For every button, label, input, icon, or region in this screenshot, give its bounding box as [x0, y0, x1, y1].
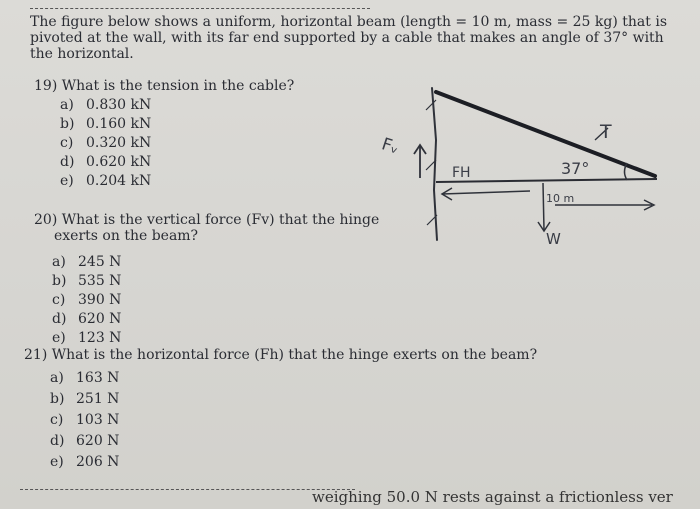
- option-value: 0.320 kN: [86, 135, 152, 151]
- question-20-line-1: 20) What is the vertical force (Fv) that the hinge: [34, 212, 380, 228]
- option-letter: a): [50, 370, 64, 386]
- length-label: 10 m: [546, 192, 575, 205]
- option-letter: d): [52, 311, 67, 327]
- option-value: 0.830 kN: [86, 97, 152, 113]
- option-letter: e): [50, 454, 64, 470]
- option-letter: b): [50, 391, 65, 407]
- option-value: 0.160 kN: [86, 116, 152, 132]
- option-letter: a): [52, 254, 66, 270]
- fv-label: Fᵥ: [379, 134, 402, 159]
- option-letter: c): [50, 412, 64, 428]
- option-letter: e): [60, 173, 74, 189]
- weight-arrow: [543, 183, 544, 230]
- option-letter: a): [60, 97, 74, 113]
- option-value: 251 N: [76, 391, 120, 407]
- option-value: 123 N: [78, 330, 122, 346]
- fh-label: FH: [452, 165, 471, 181]
- question-21: 21) What is the horizontal force (Fh) that the hinge exerts on the beam?: [24, 347, 538, 363]
- question-20-line-2: exerts on the beam?: [54, 228, 199, 244]
- option-value: 0.204 kN: [86, 173, 152, 189]
- option-value: 163 N: [76, 370, 120, 386]
- option-letter: b): [60, 116, 75, 132]
- option-letter: d): [50, 433, 65, 449]
- fh-arrow: [442, 191, 530, 194]
- option-value: 0.620 kN: [86, 154, 152, 170]
- option-value: 620 N: [76, 433, 120, 449]
- option-value: 620 N: [78, 311, 122, 327]
- option-value: 103 N: [76, 412, 120, 428]
- option-value: 245 N: [78, 254, 122, 270]
- tension-label: T: [600, 121, 612, 143]
- option-letter: b): [52, 273, 67, 289]
- option-value: 206 N: [76, 454, 120, 470]
- option-letter: c): [52, 292, 66, 308]
- intro-line-1: The figure below shows a uniform, horizontal beam (length = 10 m, mass = 25 kg) that is: [30, 14, 667, 30]
- weight-label: W: [546, 230, 561, 248]
- angle-label: 37°: [561, 159, 590, 178]
- intro-line-2: pivoted at the wall, with its far end supported by a cable that makes an angle of 37° with: [30, 30, 664, 46]
- next-question-partial: weighing 50.0 N rests against a frictionless ver: [312, 488, 673, 506]
- option-value: 535 N: [78, 273, 122, 289]
- question-19: 19) What is the tension in the cable?: [34, 78, 295, 94]
- option-letter: c): [60, 135, 74, 151]
- option-value: 390 N: [78, 292, 122, 308]
- cable-line: [436, 92, 655, 176]
- intro-line-3: the horizontal.: [30, 46, 134, 62]
- option-letter: e): [52, 330, 66, 346]
- option-letter: d): [60, 154, 75, 170]
